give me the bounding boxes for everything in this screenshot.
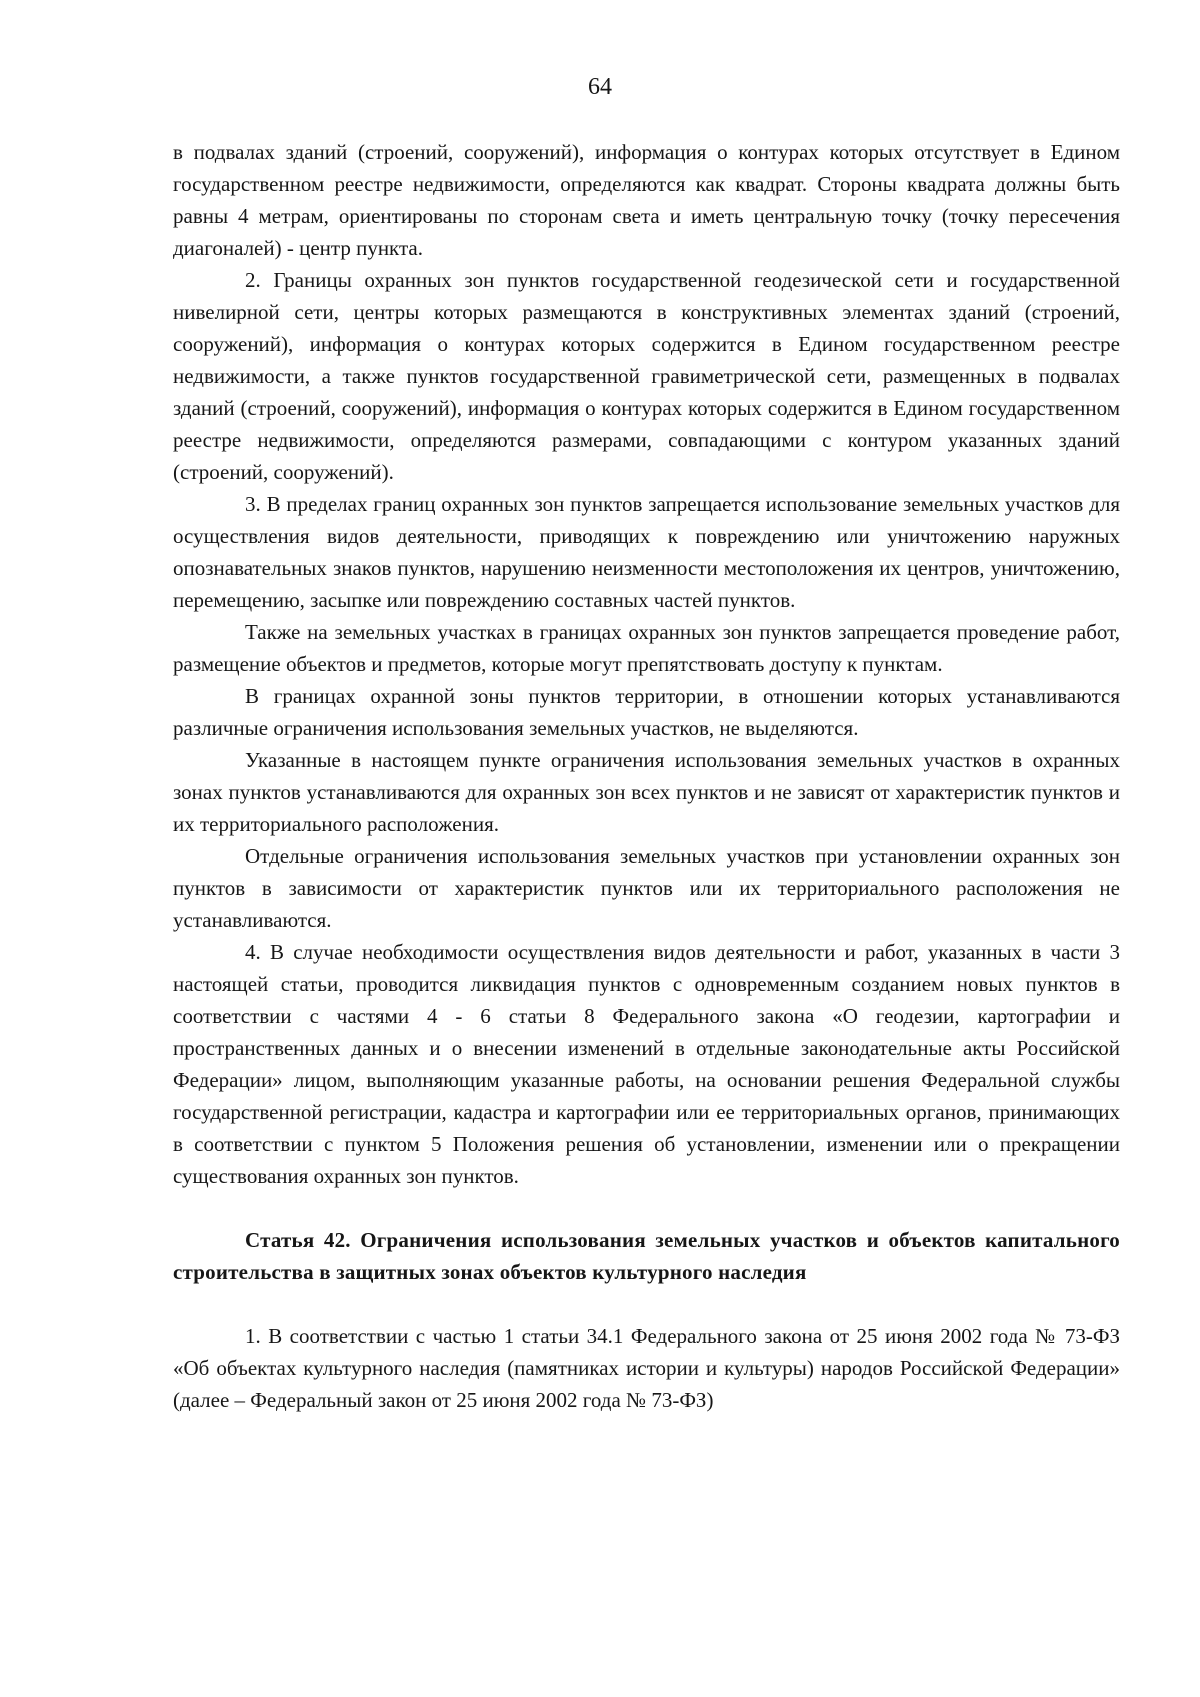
article-heading: Статья 42. Ограничения использования земельных участков и объектов капитального строительства в защитных зонах объектов культурного наследия xyxy=(173,1228,1120,1284)
paragraph-item-2: 2. Границы охранных зон пунктов государственной геодезической сети и государственной нивелирной сети, центры которых размещаются в конструктивных элементах зданий (строений, сооружений), информация о контурах которых содержится в Едином государственном реестре недвижимости, а также пунктов государственной гравиметрической сети, размещенных в подвалах зданий (строений, сооружений), информация о контурах которых содержится в Едином государственном реестре недвижимости, определяются размерами, совпадающими с контуром указанных зданий (строений, сооружений). xyxy=(173,268,1120,484)
paragraph-item-3: 3. В пределах границ охранных зон пунктов запрещается использование земельных участков для осуществления видов деятельности, приводящих к повреждению или уничтожению наружных опознавательных знаков пунктов, нарушению неизменности местоположения их центров, уничтожению, перемещению, засыпке или повреждению составных частей пунктов. xyxy=(173,492,1120,612)
paragraph-continued: в подвалах зданий (строений, сооружений), информация о контурах которых отсутствует в Едином государственном реестре недвижимости, определяются как квадрат. Стороны квадрата должны быть равны 4 метрам, ориентированы по сторонам света и иметь центральную точку (точку пересечения диагоналей) - центр пункта. xyxy=(173,140,1120,260)
document-body xyxy=(173,136,1120,1416)
paragraph-item-3-restrictions: Указанные в настоящем пункте ограничения использования земельных участков в охранных зонах пунктов устанавливаются для охранных зон всех пунктов и не зависят от характеристик пунктов и их территориального расположения. xyxy=(173,748,1120,836)
paragraph-item-3-boundaries: В границах охранной зоны пунктов территории, в отношении которых устанавливаются различные ограничения использования земельных участков, не выделяются. xyxy=(173,684,1120,740)
paragraph-item-3-also: Также на земельных участках в границах охранных зон пунктов запрещается проведение работ, размещение объектов и предметов, которые могут препятствовать доступу к пунктам. xyxy=(173,620,1120,676)
page-number: 64 xyxy=(588,74,612,100)
paragraph-item-3-separate: Отдельные ограничения использования земельных участков при установлении охранных зон пунктов в зависимости от характеристик пунктов или их территориального расположения не устанавливаются. xyxy=(173,844,1120,932)
paragraph-item-4: 4. В случае необходимости осуществления видов деятельности и работ, указанных в части 3 настоящей статьи, проводится ликвидация пунктов с одновременным созданием новых пунктов в соответствии с частями 4 - 6 статьи 8 Федерального закона «О геодезии, картографии и пространственных данных и о внесении изменений в отдельные законодательные акты Российской Федерации» лицом, выполняющим указанные работы, на основании решения Федеральной службы государственной регистрации, кадастра и картографии или ее территориальных органов, принимающих в соответствии с пунктом 5 Положения решения об установлении, изменении или о прекращении существования охранных зон пунктов. xyxy=(173,940,1120,1188)
paragraph-article-42-item-1: 1. В соответствии с частью 1 статьи 34.1 Федерального закона от 25 июня 2002 года № 73-ФЗ «Об объектах культурного наследия (памятниках истории и культуры) народов Российской Федерации» (далее – Федеральный закон от 25 июня 2002 года № 73-ФЗ) xyxy=(173,1324,1120,1412)
